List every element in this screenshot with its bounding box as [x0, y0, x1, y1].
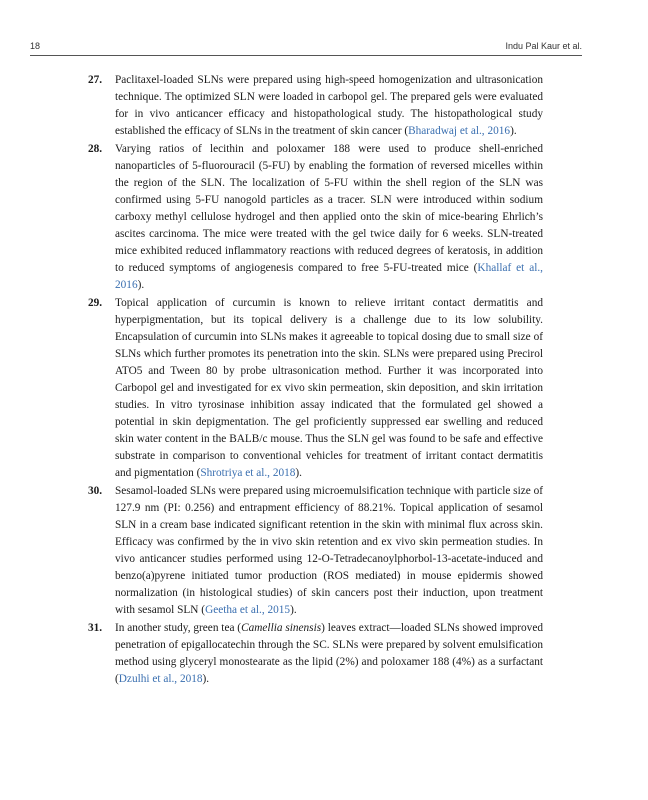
item-text-lead: In another study, green tea (	[115, 622, 242, 634]
item-number: 30.	[88, 485, 103, 497]
header-rule	[30, 55, 582, 56]
citation-link[interactable]: Shrotriya et al., 2018	[200, 467, 296, 479]
item-text: Sesamol-loaded SLNs were prepared using microemulsification technique with particle size of 127.9 nm (PI: 0.256) and entrapment efficiency of 88.21%. Topical application of sesamol SLN in a cream base indicated significant retention in the skin with minimal flux across skin. Efficacy was confirmed by the in vivo skin retention and ex vivo skin permeation studies. In vivo anticancer studies performed using 12-O-Tetradecanoylphorbol-13-acetate-induced and benzo(a)pyrene initiated tumor production (ROS mediated) in mouse epidermis showed normalization (in histological studies) of skin cancers post their induction, upon treatment with sesamol SLN (	[115, 485, 543, 616]
item-text: Varying ratios of lecithin and poloxamer 188 were used to produce shell-enriched nanoparticles of 5-fluorouracil (5-FU) by enabling the formation of reversed micelles within the region of the SLN. The localization of 5-FU within the shell region of the SLN was confirmed using 5-FU nanogold particles as a tracer. SLN were introduced within sodium carboxy methyl cellulose hydrogel and then applied onto the skin of mice-bearing Ehrlich’s ascites carcinoma. The mice were treated with the gel twice daily for 6 weeks. SLN-treated mice exhibited reduced inflammatory reactions with reduced degrees of keratosis, in addition to reduced symptoms of angiogenesis compared to free 5-FU-treated mice (	[115, 143, 543, 274]
item-text-tail: ).	[510, 125, 517, 137]
item-number: 27.	[88, 74, 103, 86]
citation-link[interactable]: Bharadwaj et al., 2016	[408, 125, 511, 137]
list-item	[88, 483, 543, 619]
list-item	[88, 295, 543, 482]
species-name: Camellia sinensis	[241, 622, 322, 634]
item-text-tail: ).	[202, 673, 210, 685]
citation-link[interactable]: Khallaf et al., 2016	[115, 262, 543, 291]
item-text: Paclitaxel-loaded SLNs were prepared using high-speed homogenization and ultrasonication technique. The optimized SLN were loaded in carbopol gel. The prepared gels were evaluated for in vivo anticancer efficacy and histopathological study. The histopathological study established the efficacy of SLNs in the treatment of skin cancer (	[115, 74, 543, 137]
item-text: ) leaves extract—loaded SLNs showed improved penetration of epigallocatechin through the SC. SLNs were prepared by solvent emulsification method using glyceryl monostearate as the lipid (2%) and poloxamer 188 (4%) as a surfactant (	[115, 622, 543, 685]
item-text-tail: ).	[295, 467, 303, 479]
list-item	[88, 620, 543, 688]
item-text: Topical application of curcumin is known to relieve irritant contact dermatitis and hyperpigmentation, but its topical delivery is a challenge due to its low solubility. Encapsulation of curcumin into SLNs makes it agreeable to topical dosing due to small size of SLNs which further promotes its penetration into the skin. SLNs were prepared using Precirol ATO5 and Tween 80 by probe ultrasonication method. Further it was incorporated into Carbopol gel and investigated for ex vivo skin permeation, skin deposition, and skin irritation studies. In vitro tyrosinase inhibition assay indicated that the formulated gel showed a potential in skin depigmentation. The gel proficiently suppressed ear swelling and reduced skin water content in the BALB/c mouse. Thus the SLN gel was found to be safe and effective substrate in comparison to conventional vehicles for treatment of irritant contact dermatitis and pigmentation (	[115, 297, 543, 479]
item-text-tail: ).	[290, 604, 297, 616]
citation-link[interactable]: Dzulhi et al., 2018	[118, 673, 203, 685]
numbered-list	[88, 72, 543, 689]
page-number: 18	[30, 41, 41, 51]
item-text-tail: ).	[137, 279, 145, 291]
list-item	[88, 72, 543, 140]
citation-link[interactable]: Geetha et al., 2015	[205, 604, 291, 616]
running-header-author: Indu Pal Kaur et al.	[505, 41, 582, 51]
list-item	[88, 141, 543, 294]
item-number: 28.	[88, 143, 103, 155]
item-number: 31.	[88, 622, 103, 634]
item-number: 29.	[88, 297, 103, 309]
